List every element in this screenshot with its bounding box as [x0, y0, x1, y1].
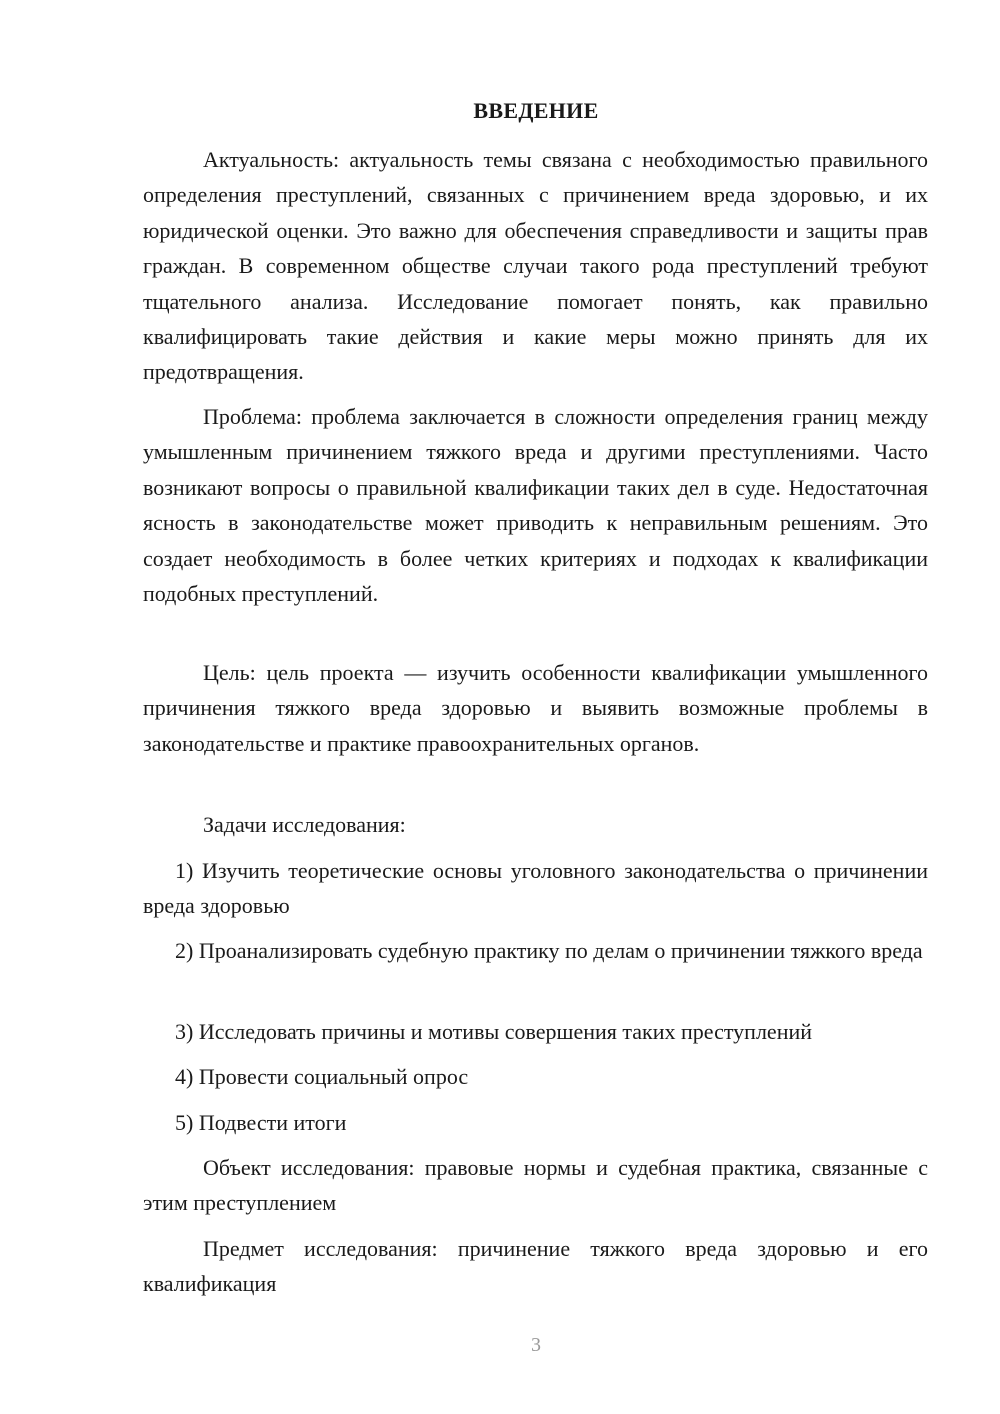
task-item-1: 1) Изучить теоретические основы уголовного законодательства о причинении вреда здоровью — [143, 858, 928, 919]
task-item-2: 2) Проанализировать судебную практику по делам о причинении тяжкого вреда — [175, 938, 923, 963]
paragraph-tasks-heading: Задачи исследования: — [203, 812, 406, 837]
section-title: ВВЕДЕНИЕ — [473, 98, 599, 123]
paragraph-goal: Цель: цель проекта — изучить особенности квалификации умышленного причинения тяжкого вреда здоровью и выявить возможные проблемы в законодательстве и практике правоохранительных органов. — [143, 660, 928, 756]
paragraph-relevance: Актуальность: актуальность темы связана с необходимостью правильного определения преступлений, связанных с причинением вреда здоровью, и их юридической оценки. Это важно для обеспечения справедливости и защиты прав граждан. В современном обществе случаи такого рода преступлений требуют тщательного анализа. Исследование помогает понять, как правильно квалифицировать такие действия и какие меры можно принять для их предотвращения. — [143, 147, 928, 385]
paragraph-subject: Предмет исследования: причинение тяжкого вреда здоровью и его квалификация — [143, 1236, 928, 1297]
task-item-3: 3) Исследовать причины и мотивы совершения таких преступлений — [175, 1019, 813, 1044]
task-item-4: 4) Провести социальный опрос — [175, 1064, 469, 1089]
paragraph-object: Объект исследования: правовые нормы и судебная практика, связанные с этим преступлением — [143, 1155, 928, 1216]
page-number: 3 — [531, 1334, 541, 1356]
task-item-5: 5) Подвести итоги — [175, 1110, 347, 1135]
paragraph-problem: Проблема: проблема заключается в сложности определения границ между умышленным причинением тяжкого вреда и другими преступлениями. Часто возникают вопросы о правильной квалификации таких дел в суде. Недостаточная ясность в законодательстве может приводить к неправильным решениям. Это создает необходимость в более четких критериях и подходах к квалификации подобных преступлений. — [143, 404, 928, 607]
